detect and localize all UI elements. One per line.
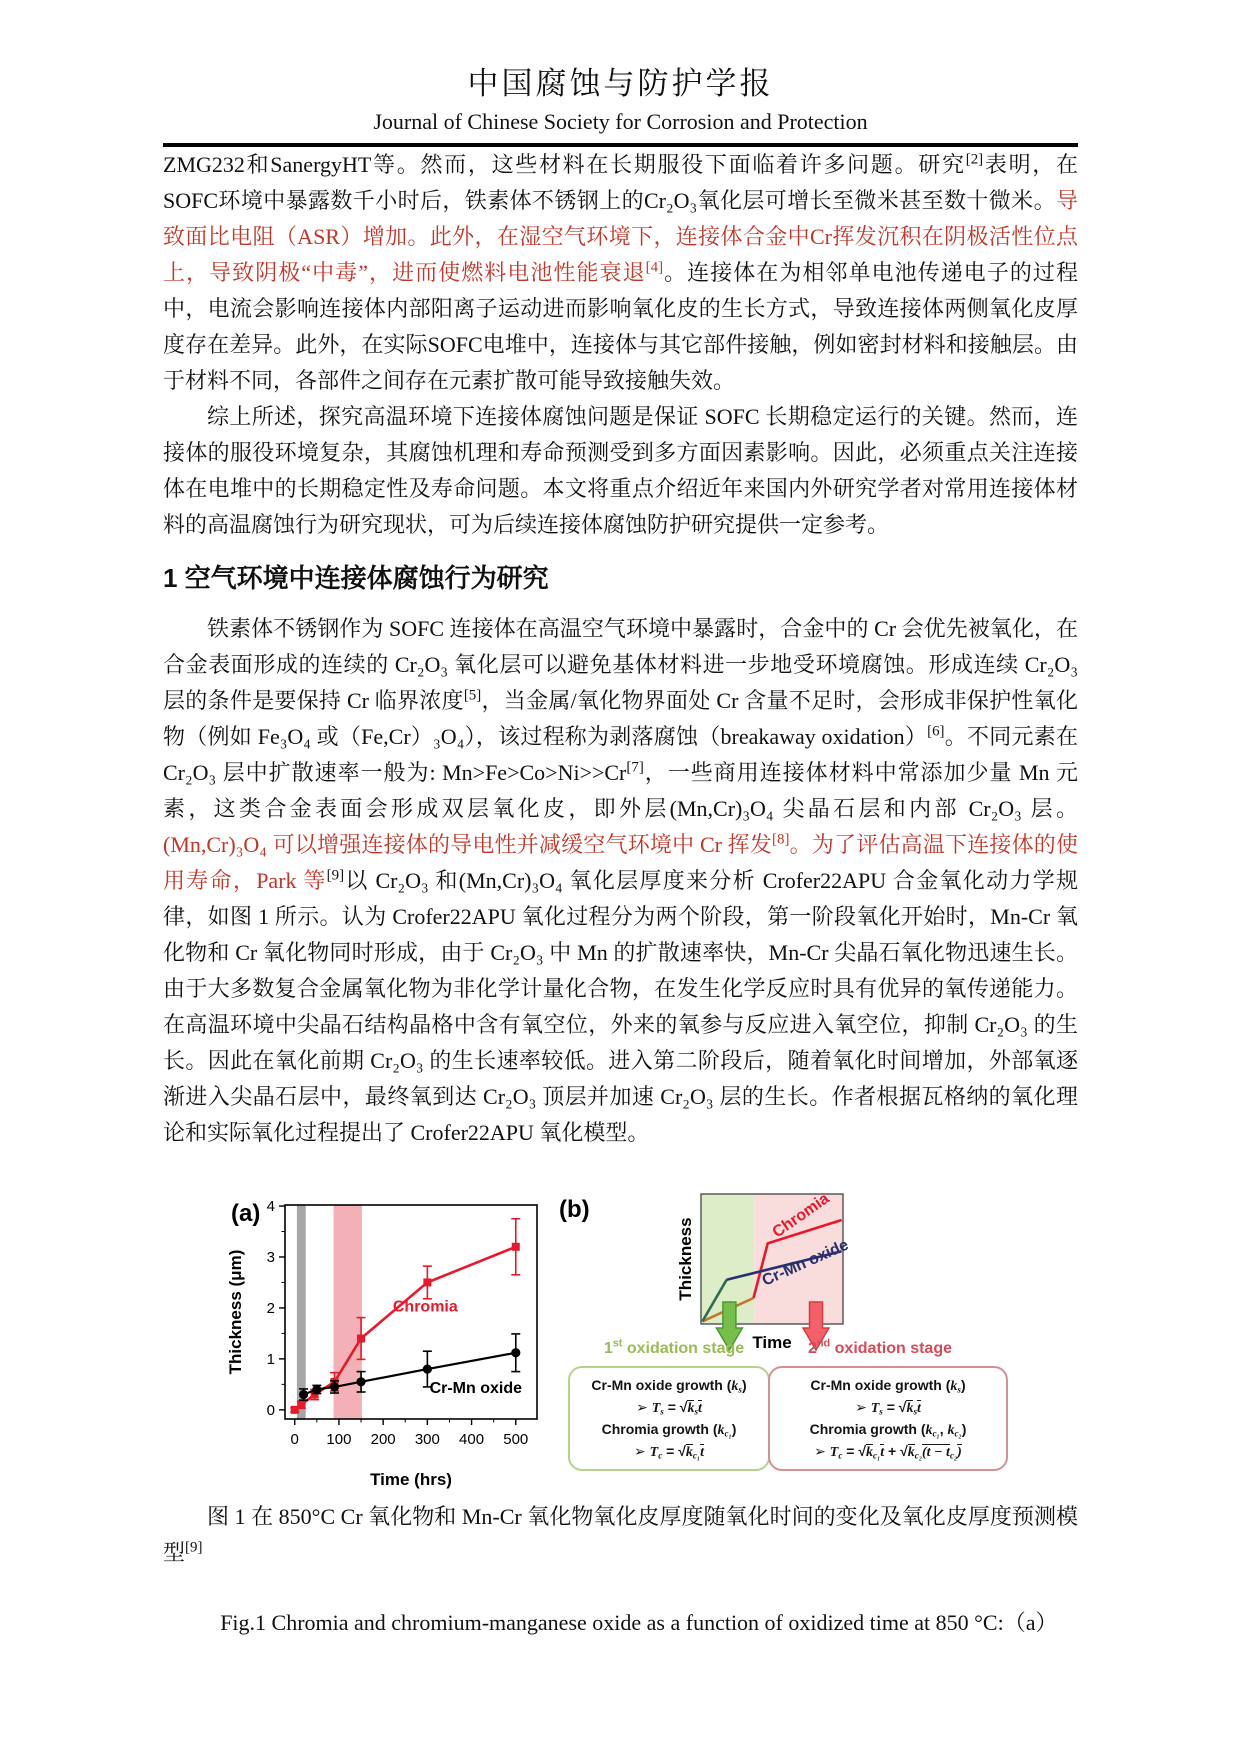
svg-text:0: 0 xyxy=(266,1401,275,1419)
svg-text:(b): (b) xyxy=(559,1196,590,1223)
paragraph-1: ZMG232和SanergyHT等。然而，这些材料在长期服役下面临着许多问题。研究[2]表明，在SOFC环境中暴露数千小时后，铁素体不锈钢上的Cr₂O₃氧化层可增长至微米甚至数十微米。导致面比电阻（ASR）增加。此外，在湿空气环境下，连接体合金中Cr挥发沉积在阴极活性位点上，导致阴极“中毒”，进而使燃料电池性能衰退[4]。连接体在为相邻单电池传递电子的过程中，电流会影响连接体内部阳离子运动进而影响氧化皮的生长方式，导致连接体两侧氧化皮厚度存在差异。此外，在实际SOFC电堆中，连接体与其它部件接触，例如密封材料和接触层。由于材料不同，各部件之间存在元素扩散可能导致接触失效。 xyxy=(163,151,1078,393)
journal-title-en: Journal of Chinese Society for Corrosion and Protection xyxy=(373,109,868,134)
svg-text:Time: Time xyxy=(752,1333,792,1352)
svg-text:Cr-Mn oxide: Cr-Mn oxide xyxy=(759,1236,852,1290)
equation-line: ➢ Tc = √kc₁t + √kc₂(t − tc₂) xyxy=(814,1443,962,1461)
svg-text:Time (hrs): Time (hrs) xyxy=(370,1470,452,1489)
svg-text:Thickness: Thickness xyxy=(676,1217,695,1301)
svg-text:2: 2 xyxy=(266,1299,275,1317)
schematic-panel-b xyxy=(551,1189,883,1357)
paragraph-3: 铁素体不锈钢作为 SOFC 连接体在高温空气环境中暴露时，合金中的 Cr 会优先被氧化，在合金表面形成的连续的 Cr₂O₃ 氧化层可以避免基体材料进一步地受环境腐蚀。形成连续 Cr₂O₃ 层的条件是要保持 Cr 临界浓度[5]，当金属/氧化物界面处 Cr 含量不足时，会形成非保护性氧化物（例如 Fe₃O₄ 或（Fe,Cr）₃O₄），该过程称为剥落腐蚀（breakaway oxidation）[6]。不同元素在 Cr₂O₃ 层中扩散速率一般为: Mn>Fe>Co>Ni>>Cr[7]，一些商用连接体材料中常添加少量 Mn 元素，这类合金表面会形成双层氧化皮，即外层(Mn,Cr)₃O₄ 尖晶石层和内部 Cr₂O₃ 层。(Mn,Cr)₃O₄ 可以增强连接体的导电性并减缓空气环境中 Cr 挥发[8]。为了评估高温下连接体的使用寿命，Park 等[9]以 Cr₂O₃ 和(Mn,Cr)₃O₄ 氧化层厚度来分析 Crofer22APU 合金氧化动力学规律，如图 1 所示。认为 Crofer22APU 氧化过程分为两个阶段，第一阶段氧化开始时，Mn-Cr 氧化物和 Cr 氧化物同时形成，由于 Cr₂O₃ 中 Mn 的扩散速率快，Mn-Cr 尖晶石氧化物迅速生长。由于大多数复合金属氧化物为非化学计量化合物，在发生化学反应时具有优异的氧传递能力。在高温环境中尖晶石结构晶格中含有氧空位，外来的氧参与反应进入氧空位，抑制 Cr₂O₃ 的生长。因此在氧化前期 Cr₂O₃ 的生长速率较低。进入第二阶段后，随着氧化时间增加，外部氧逐渐进入尖晶石层中，最终氧到达 Cr₂O₃ 顶层并加速 Cr₂O₃ 层的生长。作者根据瓦格纳的氧化理论和实际氧化过程提出了 Crofer22APU 氧化模型。 xyxy=(163,616,1079,1145)
journal-title-cn: 中国腐蚀与防护学报 xyxy=(467,66,774,101)
equation-line: Chromia growth (kc₁) xyxy=(601,1421,737,1439)
equation-line: Chromia growth (kc₁, kc₂) xyxy=(809,1421,967,1439)
svg-text:200: 200 xyxy=(370,1431,396,1448)
svg-text:100: 100 xyxy=(326,1431,352,1448)
paragraph-2: 综上所述，探究高温环境下连接体腐蚀问题是保证 SOFC 长期稳定运行的关键。然而，连接体的服役环境复杂，其腐蚀机理和寿命预测受到多方面因素影响。因此，必须重点关注连接体在电堆中的长期稳定性及寿命问题。本文将重点介绍近年来国内外研究学者对常用连接体材料的高温腐蚀行为研究现状，可为后续连接体腐蚀防护研究提供一定参考。 xyxy=(163,404,1078,537)
equation-line: ➢ Tc = √kc₁t xyxy=(634,1443,704,1461)
page-content xyxy=(163,143,1078,1641)
journal-header xyxy=(0,0,1241,135)
stage1-equations-box xyxy=(568,1366,770,1471)
equation-line: ➢ Ts = √kst xyxy=(855,1399,921,1417)
svg-text:Cr-Mn oxide: Cr-Mn oxide xyxy=(429,1380,523,1398)
svg-text:Thickness (μm): Thickness (μm) xyxy=(226,1249,245,1375)
equation-line: ➢ Ts = √kst xyxy=(636,1399,702,1417)
stage1-label: 1st oxidation stage xyxy=(603,1337,745,1357)
equation-line: Cr-Mn oxide growth (ks) xyxy=(810,1377,966,1395)
svg-text:3: 3 xyxy=(266,1248,275,1266)
equation-line: Cr-Mn oxide growth (ks) xyxy=(591,1377,747,1395)
svg-text:Chromia: Chromia xyxy=(392,1298,458,1316)
chart-panel-a xyxy=(219,1191,551,1493)
svg-text:400: 400 xyxy=(459,1431,485,1448)
section-heading: 1 空气环境中连接体腐蚀行为研究 xyxy=(163,563,549,593)
svg-text:500: 500 xyxy=(503,1431,529,1448)
svg-text:(a): (a) xyxy=(231,1200,261,1227)
figure-1 xyxy=(163,1189,1078,1489)
stage2-label: 2nd oxidation stage xyxy=(808,1337,952,1357)
svg-text:1: 1 xyxy=(266,1350,275,1368)
svg-text:0: 0 xyxy=(290,1431,299,1448)
stage2-equations-box xyxy=(768,1366,1008,1471)
svg-text:Chromia: Chromia xyxy=(769,1190,833,1242)
svg-text:4: 4 xyxy=(266,1198,275,1216)
svg-text:300: 300 xyxy=(414,1431,440,1448)
figure-caption-en: Fig.1 Chromia and chromium-manganese oxide as a function of oxidized time at 850 °C:（a） xyxy=(220,1610,1058,1635)
figure-caption-cn: 图 1 在 850°C Cr 氧化物和 Mn-Cr 氧化物氧化皮厚度随氧化时间的变化及氧化皮厚度预测模型[9] xyxy=(163,1504,1078,1565)
